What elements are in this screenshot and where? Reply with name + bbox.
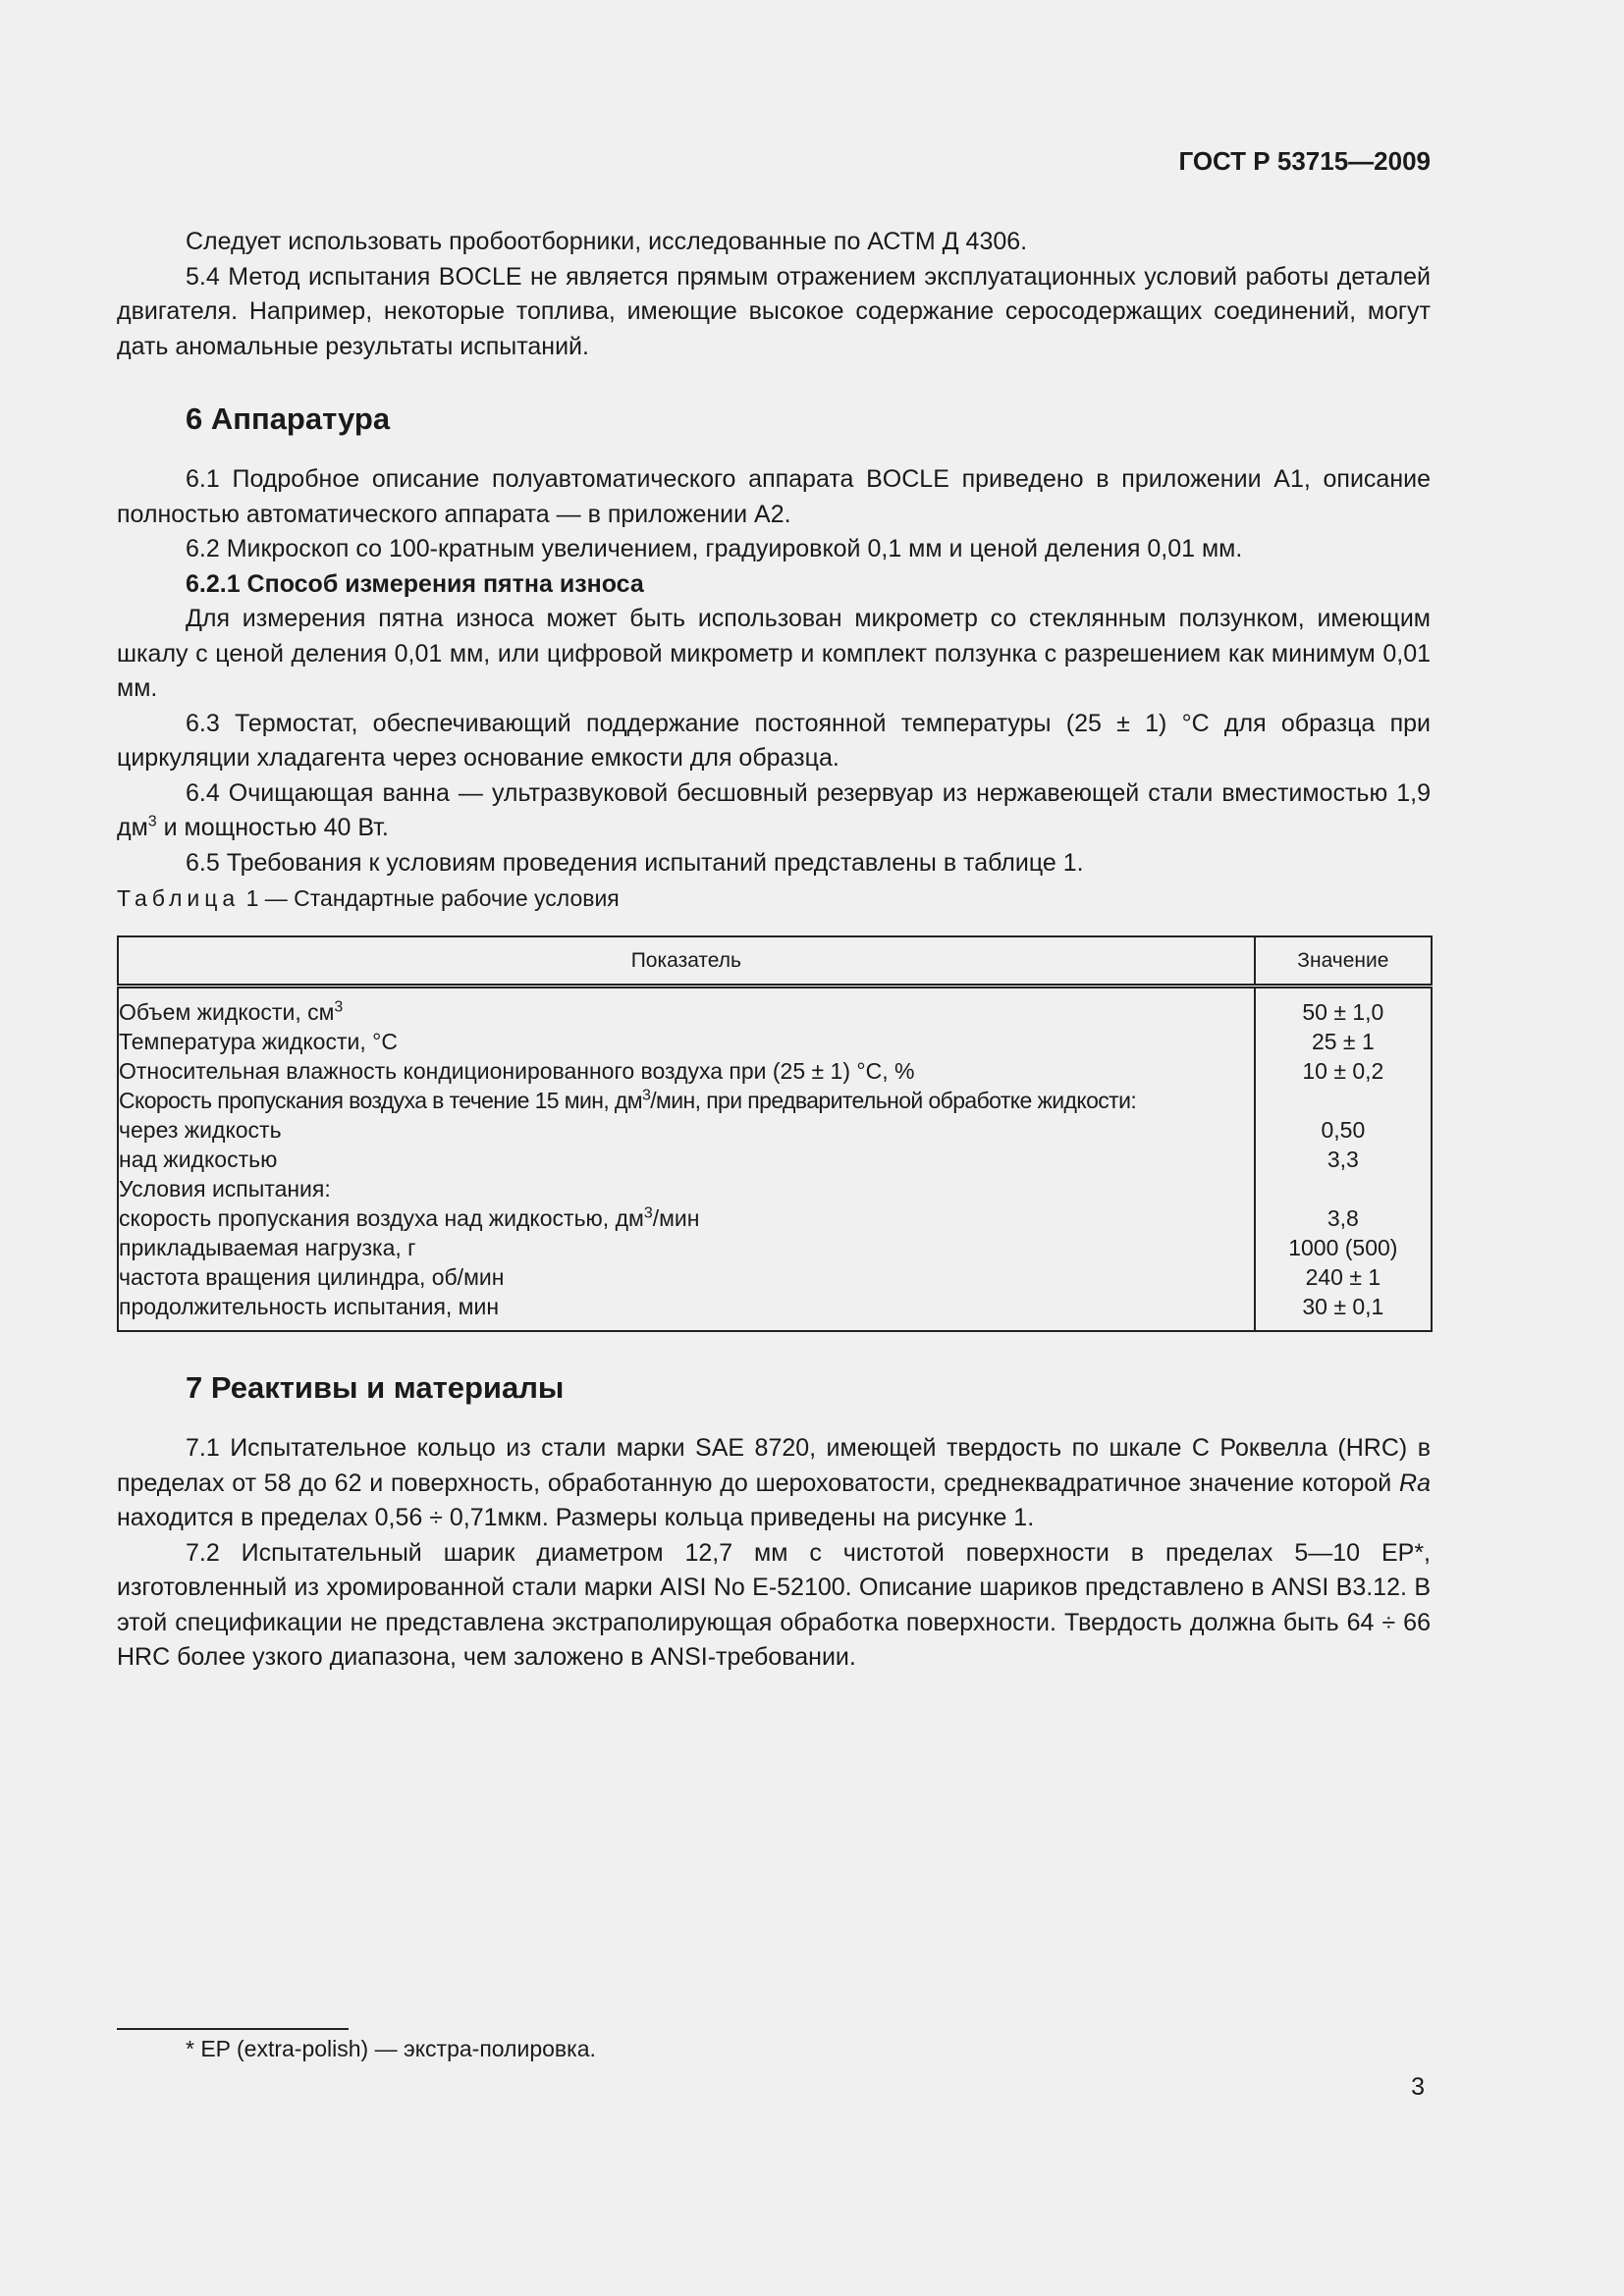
- paragraph-6-4: 6.4 Очищающая ванна — ультразвуковой бесшовный резервуар из нержавеющей стали вместимостью 1,9 $дм^3$ и мощностью 40 Вт.: [117, 778, 1431, 841]
- table-row-value: 240 ± 1: [1305, 1264, 1381, 1290]
- table-row-label: Относительная влажность кондиционированного воздуха при (25 ± 1) °С, %: [119, 1058, 915, 1084]
- table-row-label: скорость пропускания воздуха над жидкостью, $дм^3$/мин: [119, 1204, 700, 1231]
- paragraph-7-2: 7.2 Испытательный шарик диаметром 12,7 мм с чистотой поверхности в пределах 5—10 EP*, изготовленный из хромированной стали марки AISI No E-52100. Описание шариков представлено в ANSI B3.12. В этой спецификации не представлена экстраполирующая обработка поверхности. Твердость должна быть 64 ÷ 66 HRC более узкого диапазона, чем заложено в ANSI-требовании.: [117, 1538, 1431, 1671]
- table-row-value: 3,8: [1326, 1205, 1359, 1231]
- paragraph-5-4: 5.4 Метод испытания BOCLE не является прямым отражением эксплуатационных условий работы деталей двигателя. Например, некоторые топлива, имеющие высокое содержание серосодержащих соединений, могут дать аномальные результаты испытаний.: [117, 262, 1431, 360]
- table-row-label: Температура жидкости, °С: [119, 1029, 398, 1054]
- section-6: [117, 401, 1431, 437]
- section-7-title: 7 Реактивы и материалы: [186, 1370, 565, 1405]
- paragraph-6-3: 6.3 Термостат, обеспечивающий поддержание постоянной температуры (25 ± 1) °С для образца при циркуляции хладагента через основание емкости для образца.: [117, 709, 1431, 772]
- value-list: [1256, 997, 1431, 1321]
- page-number: 3: [1411, 2073, 1425, 2101]
- paragraph-6-2-1: Для измерения пятна износа может быть использован микрометр со стеклянным ползунком, имеющим шкалу с ценой деления 0,01 мм, или цифровой микрометр и комплект ползунка с разрешением как минимум 0,01 мм.: [117, 605, 1431, 702]
- document-page: [117, 0, 1431, 2296]
- table-row-label: над жидкостью: [119, 1147, 278, 1172]
- section-6-body: [117, 462, 1431, 881]
- subsection-6-2-1-title: 6.2.1 Способ измерения пятна износа: [186, 569, 644, 598]
- table-row-value: 25 ± 1: [1311, 1029, 1375, 1054]
- table-caption: Таблица 1 — Стандартные рабочие условия: [117, 885, 620, 911]
- parameter-list: [119, 997, 1254, 1321]
- footnote-separator: [117, 2028, 349, 2030]
- table-row-label: Условия испытания:: [119, 1176, 331, 1201]
- footnote: * EP (extra-polish) — экстра-полировка.: [186, 2036, 596, 2061]
- section-6-title: 6 Аппаратура: [186, 401, 391, 436]
- table-row-label: частота вращения цилиндра, об/мин: [119, 1264, 505, 1290]
- column-header-value: Значение: [1255, 936, 1432, 987]
- operating-conditions-table: [117, 935, 1433, 1332]
- paragraph-6-5: 6.5 Требования к условиям проведения испытаний представлены в таблице 1.: [186, 848, 1084, 877]
- table-row-value: [1256, 1086, 1431, 1115]
- section-7: [117, 1370, 1431, 1406]
- table-row-value: 0,50: [1321, 1117, 1366, 1143]
- table-row-value: 50 ± 1,0: [1302, 999, 1384, 1025]
- column-header-parameter: Показатель: [118, 936, 1255, 987]
- table-row-label: через жидкость: [119, 1117, 282, 1143]
- table-row-label: Скорость пропускания воздуха в течение 15 мин, $дм^3$/мин, при предварительной обработке жидкости:: [119, 1087, 1137, 1113]
- table-row-value: [1256, 1174, 1431, 1203]
- section-7-body: [117, 1431, 1431, 1676]
- parameter-column: [118, 987, 1255, 1332]
- document-header: ГОСТ Р 53715—2009: [1178, 146, 1431, 176]
- table-row-value: 3,3: [1326, 1147, 1359, 1172]
- table-row-label: Объем жидкости, $см^3$: [119, 998, 344, 1025]
- table-row-value: 1000 (500): [1288, 1235, 1398, 1260]
- table-row-label: продолжительность испытания, мин: [119, 1294, 500, 1319]
- intro-block: [117, 225, 1431, 364]
- table-row-label: прикладываемая нагрузка, г: [119, 1235, 416, 1260]
- paragraph: Следует использовать пробоотборники, исследованные по АСТМ Д 4306.: [186, 228, 1028, 255]
- table-row-value: 10 ± 0,2: [1302, 1058, 1384, 1084]
- paragraph-7-1: 7.1 Испытательное кольцо из стали марки SAE 8720, имеющей твердость по шкале С Роквелла (HRC) в пределах от 58 до 62 и поверхность, обработанную до шероховатости, среднеквадратичное значение которой Ra находится в пределах 0,56 ÷ 0,71мкм. Размеры кольца приведены на рисунке 1.: [117, 1434, 1431, 1531]
- paragraph-6-2: 6.2 Микроскоп со 100-кратным увеличением, градуировкой 0,1 мм и ценой деления 0,01 мм.: [186, 535, 1243, 562]
- value-column: [1255, 987, 1432, 1332]
- paragraph-6-1: 6.1 Подробное описание полуавтоматического аппарата BOCLE приведено в приложении А1, описание полностью автоматического аппарата — в приложении А2.: [117, 465, 1431, 528]
- table-row-value: 30 ± 0,1: [1302, 1294, 1384, 1319]
